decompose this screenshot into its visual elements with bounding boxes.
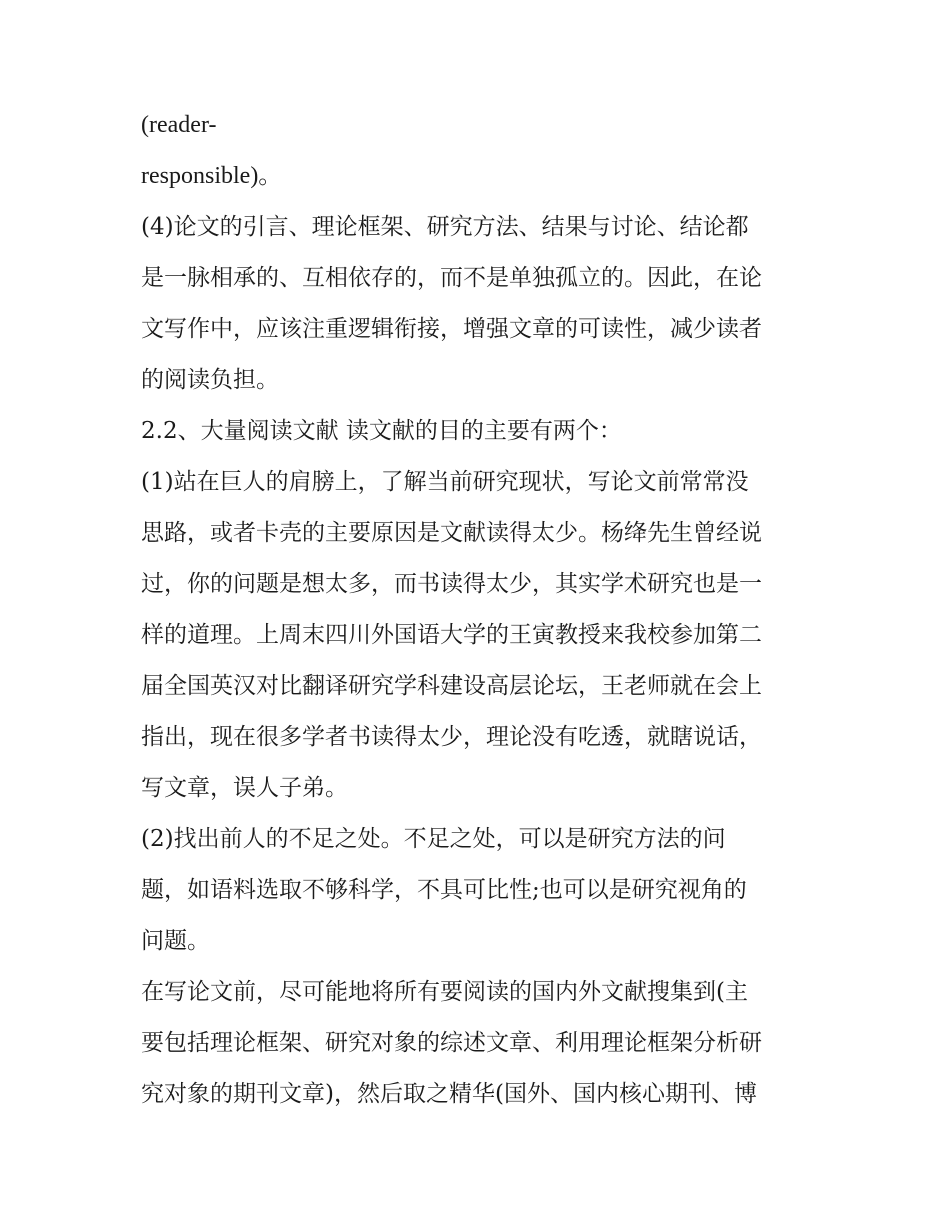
text-line: 样的道理。上周末四川外国语大学的王寅教授来我校参加第二 — [141, 622, 762, 648]
body-text — [141, 100, 821, 1120]
text-line: 要包括理论框架、研究对象的综述文章、利用理论框架分析研 — [141, 1030, 762, 1056]
text-line: (1)站在巨人的肩膀上，了解当前研究现状，写论文前常常没 — [141, 469, 749, 495]
text-line: (reader- — [141, 112, 217, 138]
text-line: responsible)。 — [141, 163, 283, 189]
text-line: 究对象的期刊文章)，然后取之精华(国外、国内核心期刊、博 — [141, 1081, 757, 1107]
text-line: (4)论文的引言、理论框架、研究方法、结果与讨论、结论都 — [141, 214, 749, 240]
text-line: 届全国英汉对比翻译研究学科建设高层论坛，王老师就在会上 — [141, 673, 762, 699]
text-line: 指出，现在很多学者书读得太少，理论没有吃透，就瞎说话， — [141, 724, 762, 750]
text-line: 过，你的问题是想太多，而书读得太少，其实学术研究也是一 — [141, 571, 762, 597]
text-line: 在写论文前，尽可能地将所有要阅读的国内外文献搜集到(主 — [141, 979, 748, 1005]
text-line: (2)找出前人的不足之处。不足之处，可以是研究方法的问 — [141, 826, 726, 852]
text-line: 文写作中，应该注重逻辑衔接，增强文章的可读性，减少读者 — [141, 316, 762, 342]
text-line: 写文章，误人子弟。 — [141, 775, 348, 801]
text-line: 的阅读负担。 — [141, 367, 279, 393]
text-line: 题，如语料选取不够科学，不具可比性;也可以是研究视角的 — [141, 877, 747, 903]
section-heading: 2.2、大量阅读文献 读文献的目的主要有两个： — [141, 418, 622, 444]
text-line: 问题。 — [141, 928, 210, 954]
text-line: 是一脉相承的、互相依存的，而不是单独孤立的。因此，在论 — [141, 265, 762, 291]
text-line: 思路，或者卡壳的主要原因是文献读得太少。杨绛先生曾经说 — [141, 520, 762, 546]
